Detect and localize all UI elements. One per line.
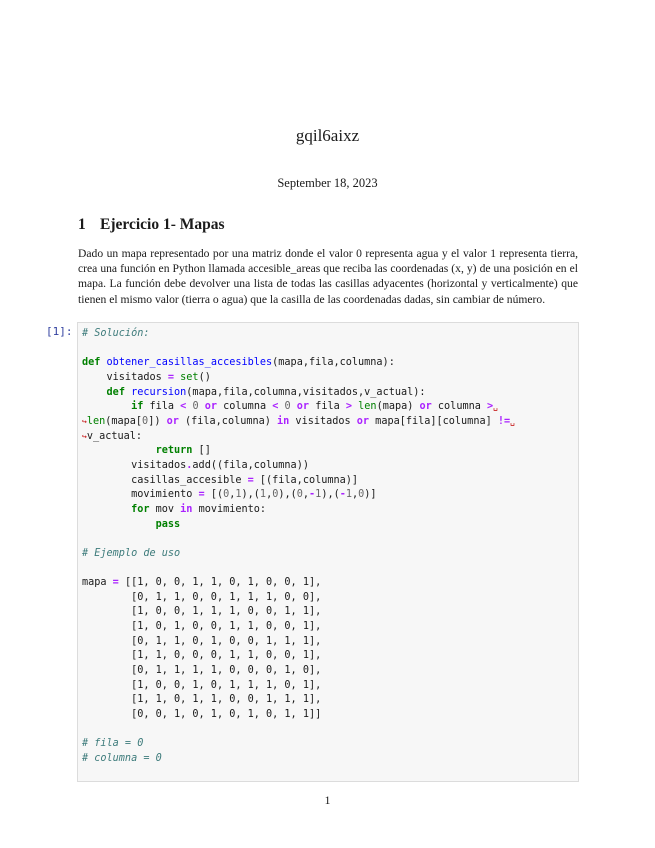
map-row: [0, 1, 1, 1, 1, 0, 0, 0, 1, 0], bbox=[131, 665, 322, 677]
map-row: [1, 0, 1, 0, 0, 1, 1, 0, 0, 1], bbox=[131, 621, 322, 633]
cell-prompt: [1]: bbox=[46, 325, 73, 338]
map-row: [1, 0, 0, 1, 1, 0, 1, 0, 0, 1], bbox=[131, 577, 322, 589]
section-number: 1 bbox=[78, 216, 86, 233]
exercise-description: Dado un mapa representado por una matriz donde el valor 0 representa agua y el valor 1 representa tierra, crea una función en Python llamada accesible_areas que reciba las coordenadas (x, y) de una posición en el mapa. La función debe devolver una lista de todas las casillas adyacentes (horizontal y verticalmente) que tienen el mismo valor (tierra o agua) que la casilla de las coordenadas dadas, sin cambiar de número. bbox=[78, 247, 578, 306]
map-row: [1, 1, 0, 1, 1, 0, 0, 1, 1, 1], bbox=[131, 694, 322, 706]
code-comment: # Solución: bbox=[82, 328, 150, 339]
code-comment: # columna = 0 bbox=[82, 753, 162, 765]
map-row: [1, 1, 0, 0, 0, 1, 1, 0, 0, 1], bbox=[131, 650, 322, 662]
map-row: [1, 0, 0, 1, 0, 1, 1, 1, 0, 1], bbox=[131, 679, 322, 691]
map-row: [1, 0, 0, 1, 1, 1, 0, 0, 1, 1], bbox=[131, 606, 322, 618]
map-row: [0, 0, 1, 0, 1, 0, 1, 0, 1, 1]] bbox=[131, 709, 322, 721]
code-comment: # Ejemplo de uso bbox=[82, 547, 181, 559]
section-title: Ejercicio 1- Mapas bbox=[100, 216, 225, 233]
section-heading bbox=[78, 216, 225, 234]
page-number: 1 bbox=[324, 793, 331, 807]
code-comment: # fila = 0 bbox=[82, 738, 144, 750]
code-block: # Solución: def obtener_casillas_accesibles(mapa,fila,columna): visitados = set() def recursion(mapa,fila,columna,visitados,v_actual): if fila < 0 or columna < 0 or fila > len(mapa) or columna >␣ ↪len(mapa[0]) or (fila,columna) in visitados or mapa[fila][columna] !=␣ ↪v_actual: return [] visitados.add((fila,columna)) casillas_accesible = [(fila,columna)] movimiento = [(0,1),(1,0),(0,-1),(-1,0)] for mov in movimiento: pass # Ejemplo de uso mapa = [[1, 0, 0, 1, 1, 0, 1, 0, 0, 1], [0, 1, 1, 0, 0, 1, 1, 1, 0, 0], [1, 0, 0, 1, 1, 1, 0, 0, 1, 1], [1, 0, 1, 0, 0, 1, 1, 0, 0, 1], [0, 1, 1, 0, 1, 0, 0, 1, 1, 1], [1, 1, 0, 0, 0, 1, 1, 0, 0, 1], [0, 1, 1, 1, 1, 0, 0, 0, 1, 0], [1, 0, 0, 1, 0, 1, 1, 1, 0, 1], [1, 1, 0, 1, 1, 0, 0, 1, 1, 1], [0, 0, 1, 0, 1, 0, 1, 0, 1, 1]] # fila = 0 # columna = 0 bbox=[82, 328, 515, 765]
document-date: September 18, 2023 bbox=[277, 176, 378, 190]
code-cell[interactable] bbox=[77, 322, 579, 782]
map-row: [0, 1, 1, 0, 0, 1, 1, 1, 0, 0], bbox=[131, 591, 322, 603]
map-row: [0, 1, 1, 0, 1, 0, 0, 1, 1, 1], bbox=[131, 635, 322, 647]
document-title: gqil6aixz bbox=[295, 126, 360, 145]
